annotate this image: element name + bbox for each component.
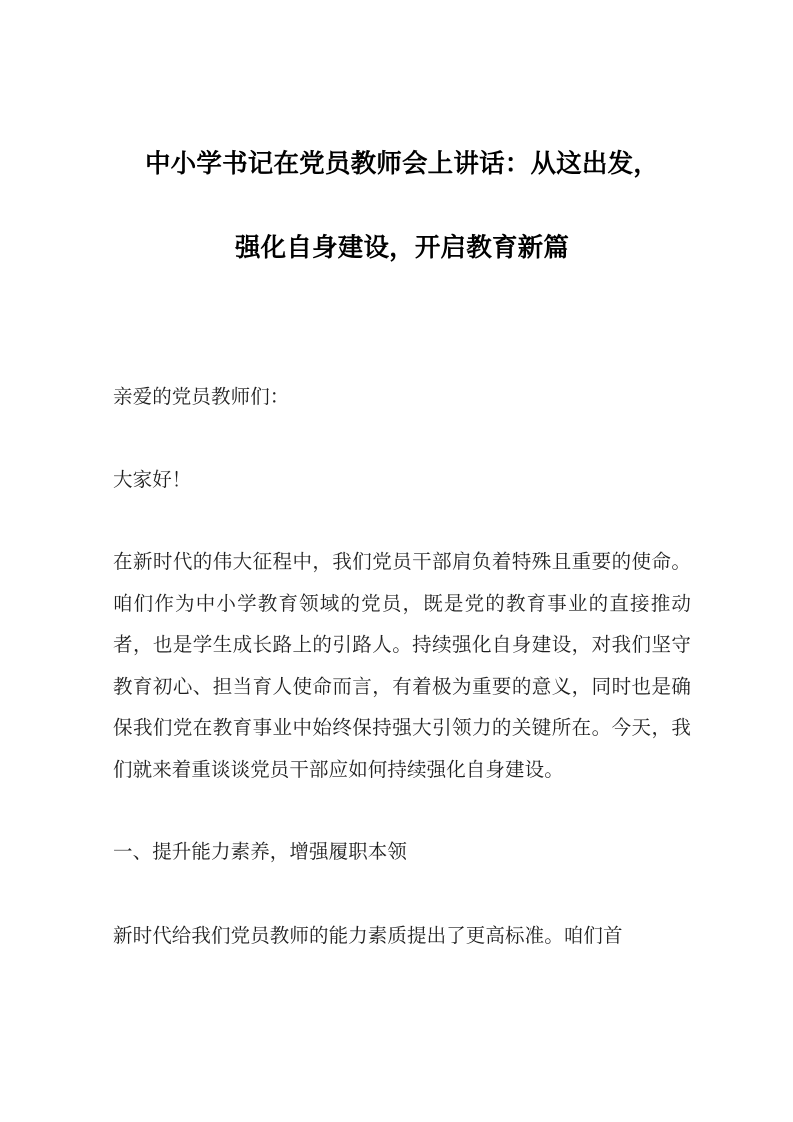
greeting-line: 大家好！ [113,467,192,491]
page-content-column [113,0,691,956]
document-title [113,0,691,290]
document-title-line-1: 中小学书记在党员教师会上讲话：从这出发， [144,149,659,179]
section-heading-1: 一、提升能力素养，增强履职本领 [113,840,408,863]
document-title-line-2: 强化自身建设，开启教育新篇 [234,233,570,263]
body-paragraph-1: 在新时代的伟大征程中，我们党员干部肩负着特殊且重要的使命。咱们作为中小学教育领域的党员，既是党的教育事业的直接推动者，也是学生成长路上的引路人。持续强化自身建设，对我们坚守教育初心、担当育人使命而言，有着极为重要的意义，同时也是确保我们党在教育事业中始终保持强大引领力的关键所在。今天，我们就来着重谈谈党员干部应如何持续强化自身建设。 [113,550,691,781]
body-paragraph-2-truncated: 新时代给我们党员教师的能力素质提出了更高标准。咱们首 [113,923,623,947]
document-body [113,290,691,956]
salutation-line: 亲爱的党员教师们： [113,385,290,408]
